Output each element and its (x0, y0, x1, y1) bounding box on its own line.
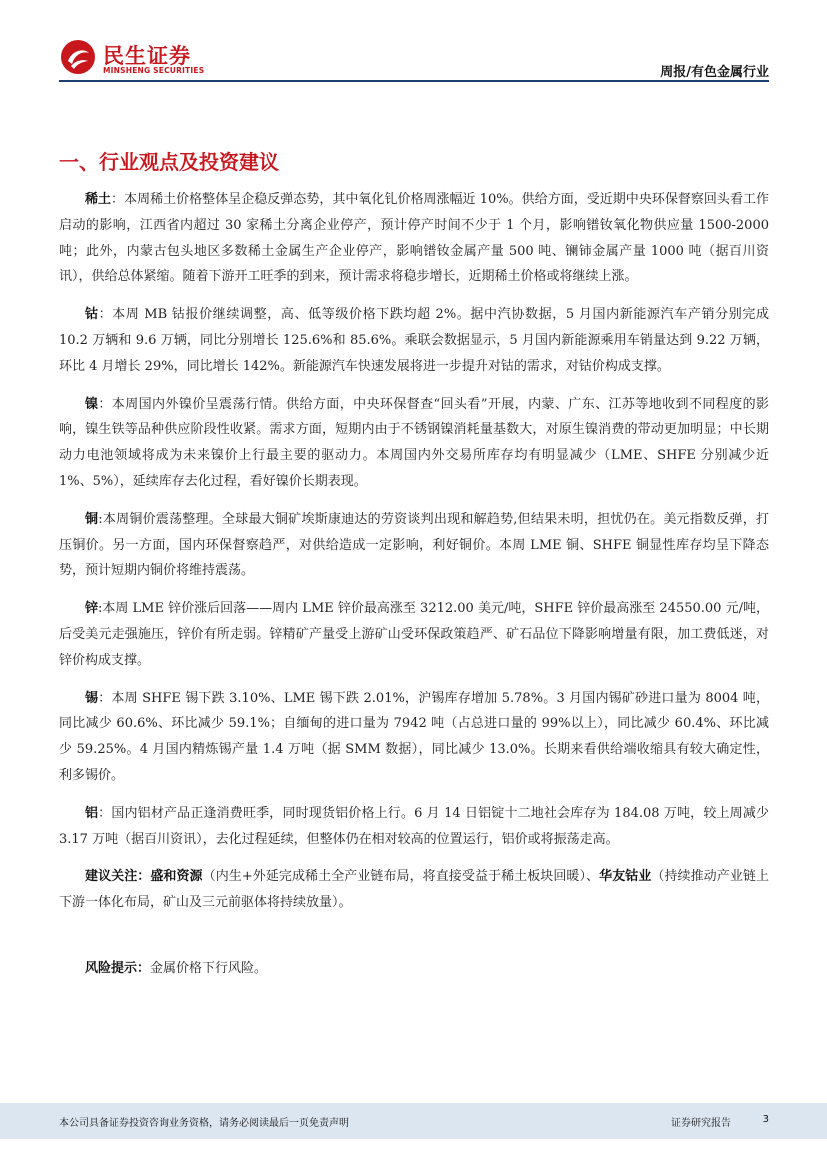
recommended-company: 华友钴业 (599, 869, 652, 885)
paragraph-body: :本周 LME 锌价涨后回落——周内 LME 锌价最高涨至 3212.00 美元/吨，SHFE 锌价最高涨至 24550.00 元/吨，后受美元走强施压，锌价有所走弱。锌精矿产量受上游矿山受环保政策趋严、矿石品位下降影响增量有限，加工费低迷，对锌价构成支撑。 (59, 601, 769, 668)
paragraph-lead: 铜 (85, 511, 99, 527)
page-number: 3 (762, 1114, 769, 1125)
risk-label: 风险提示： (85, 960, 151, 976)
main-content (59, 187, 769, 994)
paragraph-body: ：国内铝材产品正逢消费旺季，同时现货铝价格上行。6 月 14 日铝锭十二地社会库存为 184.08 万吨，较上周减少 3.17 万吨（据百川资讯），去化过程延续，但整体仍在相对较高的位置运行，铝价或将振荡走高。 (59, 805, 769, 847)
logo-chinese-name: 民生证券 (103, 44, 191, 68)
risk-text: 金属价格下行风险。 (150, 960, 268, 976)
recommend-reason: （持续推动产业链上下游一体化布局，矿山及三元前驱体将持续放量）。 (59, 869, 769, 911)
risk-warning (59, 956, 769, 982)
paragraph-lead: 镍 (85, 396, 99, 412)
paragraph-cobalt (59, 302, 769, 379)
header-divider (59, 80, 769, 82)
paragraph-aluminum (59, 801, 769, 853)
recommend-label: 建议关注： (85, 869, 151, 885)
footer-disclaimer: 本公司具备证券投资咨询业务资格，请务必阅读最后一页免责声明 (59, 1118, 349, 1129)
paragraph-body: :本周铜价震荡整理。全球最大铜矿埃斯康迪达的劳资谈判出现和解趋势,但结果未明，担忧仍在。美元指数反弹，打压铜价。另一方面，国内环保督察趋严，对供给造成一定影响，利好铜价。本周 LME 铜、SHFE 铜显性库存均呈下降态势，预计短期内铜价将维持震荡。 (59, 511, 769, 579)
investment-recommendation (59, 864, 769, 916)
paragraph-body: ：本周 SHFE 锡下跌 3.10%、LME 锡下跌 2.01%，沪锡库存增加 5.78%。3 月国内锡矿砂进口量为 8004 吨，同比减少 60.6%、环比减少 59.1%；自缅甸的进口量为 7942 吨（占总进口量的 99%以上），同比减少 60.4%、环比减少 59.25%。4 月国内精炼锡产量 1.4 万吨（据 SMM 数据），同比减少 13.0%。长期来看供给端收缩具有较大确定性，利多锡价。 (59, 690, 769, 783)
paragraph-copper (59, 507, 769, 584)
recommended-company: 盛和资源 (150, 869, 203, 885)
paragraph-lead: 稀土 (85, 192, 112, 207)
paragraph-zinc (59, 596, 769, 673)
paragraph-body: ：本周 MB 钴报价继续调整，高、低等级价格下跌均超 2%。据中汽协数据，5 月国内新能源汽车产销分别完成 10.2 万辆和 9.6 万辆，同比分别增长 125.6%和 85.6%。乘联会数据显示，5 月国内新能源乘用车销量达到 9.22 万辆，环比 4 月增长 29%，同比增长 142%。新能源汽车快速发展将进一步提升对钴的需求，对钴价构成支撑。 (59, 307, 769, 374)
page-header (0, 0, 827, 90)
paragraph-lead: 钴 (85, 307, 99, 323)
minsheng-logo (59, 38, 209, 78)
paragraph-body: ：本周稀土价格整体呈企稳反弹态势，其中氧化钆价格周涨幅近 10%。供给方面，受近期中央环保督察回头看工作启动的影响，江西省内超过 30 家稀土分离企业停产，预计停产时间不少于 1 个月，影响镨钕氧化物供应量 1500-2000 吨；此外，内蒙古包头地区多数稀土金属生产企业停产，影响镨钕金属产量 500 吨、镧铈金属产量 1000 吨（据百川资讯），供给总体紧缩。随着下游开工旺季的到来，预计需求将稳步增长，近期稀土价格或将继续上涨。 (59, 192, 769, 285)
paragraph-lead: 锌 (85, 601, 99, 617)
paragraph-nickel (59, 392, 769, 495)
paragraph-lead: 铝 (85, 805, 99, 821)
report-type-label: 周报/有色金属行业 (660, 65, 769, 80)
paragraph-rare-earth (59, 187, 769, 290)
recommend-reason: （内生+外延完成稀土全产业链布局，将直接受益于稀土板块回暖）、 (202, 869, 600, 885)
paragraph-lead: 锡 (85, 690, 99, 706)
paragraph-body: ：本周国内外镍价呈震荡行情。供给方面，中央环保督查“回头看”开展，内蒙、广东、江苏等地收到不同程度的影响，镍生铁等品种供应阶段性收紧。需求方面，短期内由于不锈钢镍消耗量基数大，对原生镍消费的带动更加明显；中长期动力电池领域将成为未来镍价上行最主要的驱动力。本周国内外交易所库存均有明显减少（LME、SHFE 分别减少近 1%、5%），延续库存去化过程，看好镍价长期表现。 (59, 396, 769, 489)
logo-mark-icon (59, 38, 97, 76)
page-footer (0, 1103, 827, 1139)
footer-document-type: 证券研究报告 (671, 1118, 731, 1129)
logo-english-name: MINSHENG SECURITIES (103, 66, 205, 75)
section-title: 一、行业观点及投资建议 (59, 150, 279, 174)
paragraph-tin (59, 686, 769, 789)
